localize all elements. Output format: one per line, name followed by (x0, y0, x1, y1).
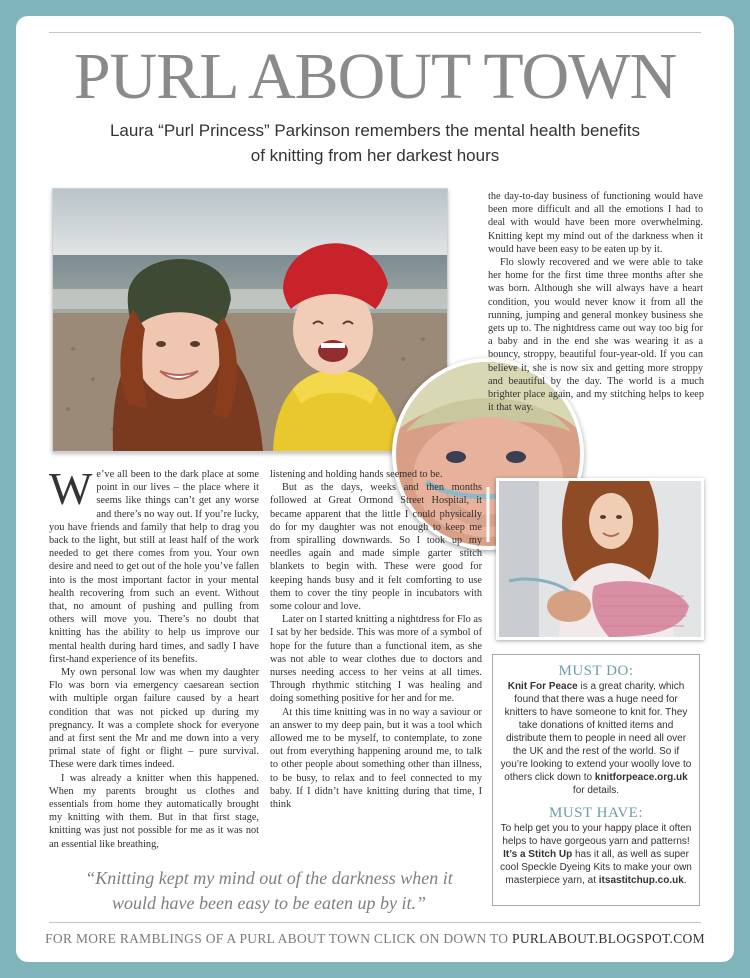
pull-quote-line-2: would have been easy to be eaten up by it.” (112, 893, 426, 913)
pull-quote (49, 866, 489, 916)
article-paragraph: Flo slowly recovered and we were able to take her home for the first time three months after she was born. Although she will always have a heart condition, you would never know it from all the running, jumping and general monkey business she gets up to. The nightdress came out way too big for a baby and in the end she was wearing it as a bouncy, stroppy, beautiful four-year-old. If you can believe it, she is now six and getting more stroppy and beautiful by the day. The world is a much brighter place again, and my stitching helps to keep it that way. (488, 257, 704, 414)
knitforpeace-link[interactable]: knitforpeace.org.uk (594, 772, 688, 783)
standfirst (76, 118, 674, 168)
article-paragraph: I was already a knitter when this happened. When my parents brought us clothes and essentials from home they automatically brought my knitting with them. But in that first stage, knitting was just not possible for me as it was not an essential like breathing, (49, 772, 259, 850)
stitch-up-brand: It’s a Stitch Up (503, 849, 573, 860)
knit-for-peace-name: Knit For Peace (507, 681, 578, 692)
article-paragraph: Later on I started knitting a nightdress for Flo as I sat by her bedside. This was more of a symbol of hope for the future than a functional item, as she was not able to wear clothes due to doctors and nurses needing access to her veins at all times. Through rhythmic stitching I was healing and doing something positive for her and for me. (270, 614, 482, 705)
magazine-page (16, 16, 734, 962)
pull-quote-line-1: “Knitting kept my mind out of the darkness when it (85, 868, 453, 888)
hero-photo (52, 188, 448, 452)
must-have-text: To help get you to your happy place it often helps to have gorgeous yarn and patterns! It’s a Stitch Up has it all, as well as super cool Speckle Dyeing Kits to make your own masterpiece yarn, at itsastitchup.co.uk. (500, 823, 692, 886)
article-paragraph: At this time knitting was in no way a saviour or an answer to my deep pain, but it was a tool which allowed me to be myself, to contemplate, to zone out from everything happening around me, to talk to other people about something other than illness, to be busy, to relax and to feel connected to my baby. If I didn’t have knitting during that time, I think (270, 706, 482, 811)
footer-rule (49, 922, 701, 923)
drop-cap: W (49, 463, 93, 514)
footer: FOR MORE RAMBLINGS OF A PURL ABOUT TOWN CLICK ON DOWN TO PURLABOUT.BLOGSPOT.COM (45, 931, 705, 946)
article-paragraph: But as the days, weeks and then months followed at Great Ormond Street Hospital, it became apparent that the little I could physically do for my daughter was not enough to keep me from spiralling downwards. So I took up my needles again and made simple garter stitch blankets to begin with. These were good for keeping hands busy and it felt comforting to use them to cover the tiny people in incubators with some colour and love. (270, 482, 482, 613)
article-paragraph: My own personal low was when my daughter Flo was born via emergency caesarean section with multiple organ failure caused by a heart condition that was not picked up during my pregnancy. It was a complete shock for everyone and at first sent the Mr and me down into a very primal state of fight or flight – pure survival. These were dark times indeed. (49, 667, 259, 771)
recommendations-box (492, 654, 700, 906)
blog-link[interactable]: PURLABOUT.BLOGSPOT.COM (512, 931, 705, 946)
article-column-3 (488, 190, 704, 508)
top-rule (49, 32, 701, 33)
itsastitchup-link[interactable]: itsastitchup.co.uk (598, 875, 684, 886)
article-column-2 (270, 468, 482, 811)
article-paragraph: listening and holding hands seemed to be. (270, 469, 443, 480)
article-paragraph: We’ve all been to the dark place at some point in our lives – the place where it seems like things can’t get any worse and there’s no way out. If you’re lucky, you have friends and family that help to drag you back to the light, but still at least half of the work needed to get there comes from you. Your own desire and need to get out of the hole you’ve fallen into is the most important factor in your mental health recovering from such an event. Without that, no amount of pushing and pulling from others will move you. There’s no doubt that knitting has the ability to help us improve our mental health during hard times, and sadly I have first-hand experience of its benefits. (49, 463, 259, 665)
page-title: PURL ABOUT TOWN (73, 40, 677, 113)
must-do-heading: MUST DO: (558, 663, 634, 679)
must-do-text: Knit For Peace is a great charity, which found that there was a huge need for knitters to have someone to knit for. They take donations of knitted items and distribute them to people in need all over the UK and the rest of the world. So if you’re looking to extend your woolly love to others click down to knitforpeace.org.uk for details. (500, 681, 692, 796)
article-paragraph: the day-to-day business of functioning would have been more difficult and all the emotions I had to deal with would have been more overwhelming. Knitting kept my mind out of the darkness when it would have been easy to be eaten up by it. (488, 191, 703, 255)
hero-photo-illustration (53, 189, 447, 451)
must-have-heading: MUST HAVE: (548, 805, 644, 821)
standfirst-line-2: of knitting from her darkest hours (250, 146, 500, 165)
standfirst-line-1: Laura “Purl Princess” Parkinson remembers the mental health benefits (109, 121, 641, 140)
article-column-1 (49, 463, 259, 851)
